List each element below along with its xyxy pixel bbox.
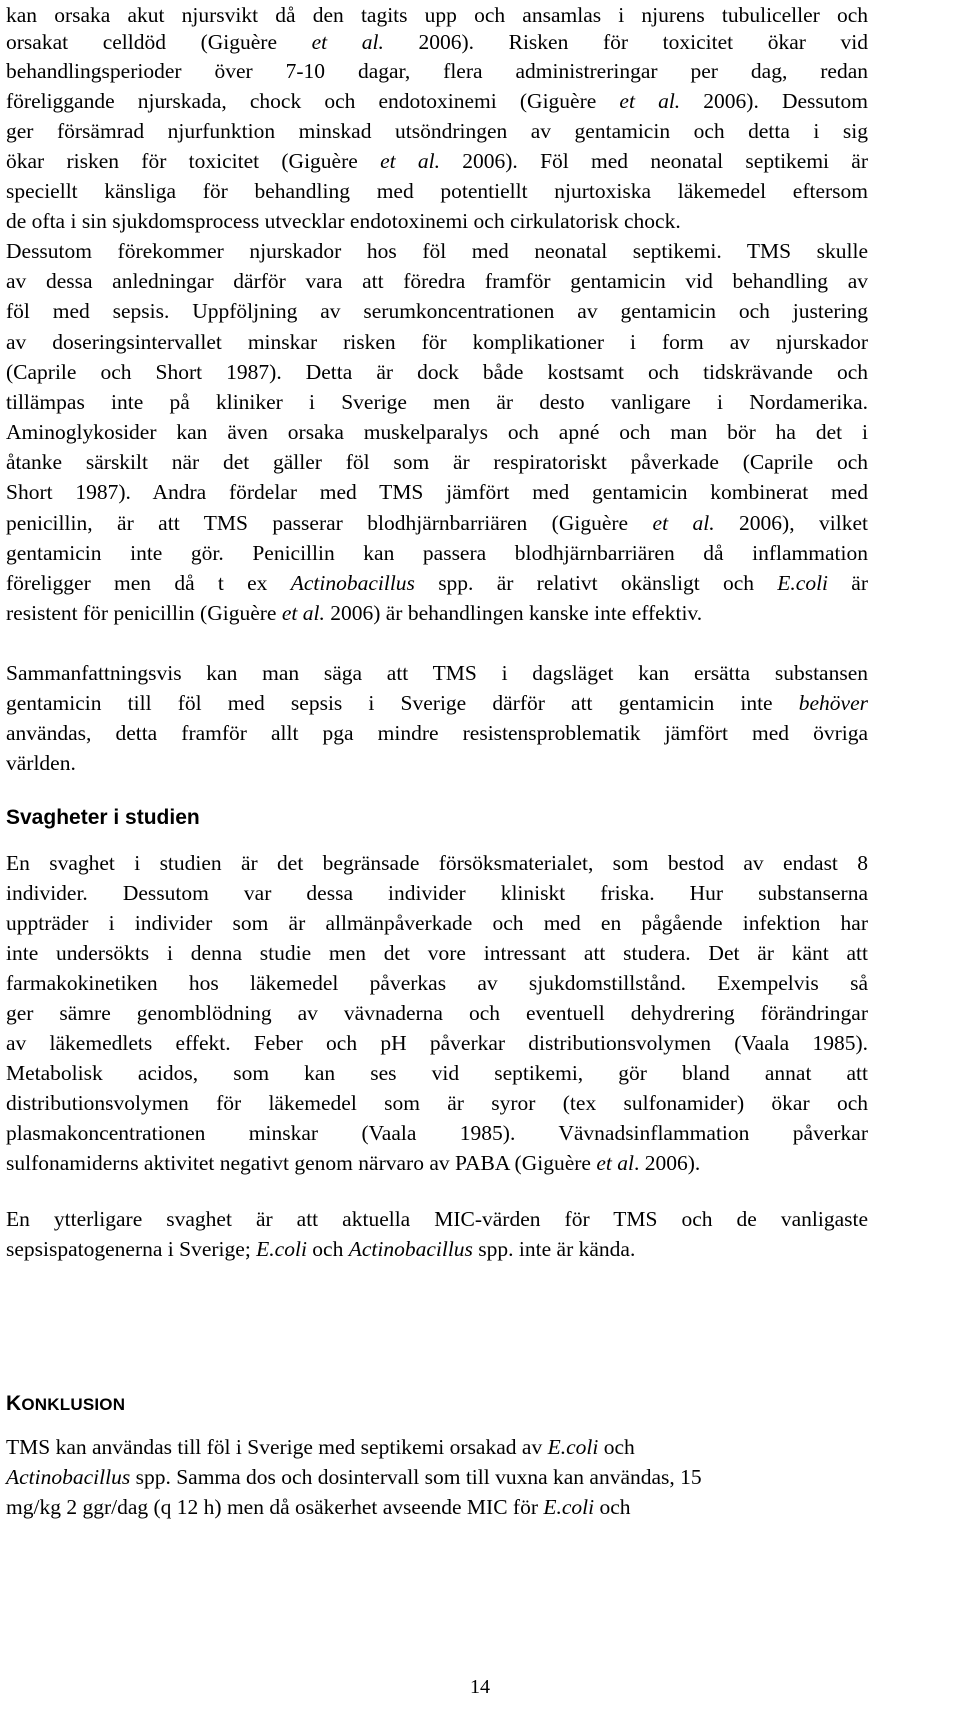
text-line: ökar risken för toxicitet (Giguère et al. 2006). Föl med neonatal septikemi är [6, 149, 869, 173]
text-line: gentamicin inte gör. Penicillin kan passera blodhjärnbarriären då inflammation [6, 541, 868, 565]
text-line: världen. [6, 751, 76, 775]
text-line: inte undersökts i denna studie men det vore intressant att studera. Det är känt att [6, 941, 868, 965]
text-line: individer. Dessutom var dessa individer kliniskt friska. Hur substanserna [6, 881, 868, 905]
text-line: distributionsvolymen för läkemedel som är syror (tex sulfonamider) ökar och [6, 1091, 868, 1115]
text-line: Dessutom förekommer njurskador hos föl med neonatal septikemi. TMS skulle [6, 239, 868, 263]
text-line: behandlingsperioder över 7-10 dagar, flera administreringar per dag, redan [6, 59, 868, 83]
text-line: plasmakoncentrationen minskar (Vaala 1985). Vävnadsinflammation påverkar [6, 1121, 868, 1145]
text-line: ger försämrad njurfunktion minskad utsöndringen av gentamicin och detta i sig [6, 119, 868, 143]
text-line: kan orsaka akut njursvikt då den tagits upp och ansamlas i njurens tubuliceller och [6, 3, 868, 27]
text-line: En ytterligare svaghet är att aktuella MIC-värden för TMS och de vanligaste [6, 1207, 868, 1231]
section-heading-conclusion: KONKLUSION [6, 1392, 126, 1415]
text-line: En svaghet i studien är det begränsade försöksmaterialet, som bestod av endast 8 [6, 851, 868, 875]
text-line: orsakat celldöd (Giguère et al. 2006). Risken för toxicitet ökar vid [6, 30, 868, 54]
text-line: användas, detta framför allt pga mindre resistensproblematik jämfört med övriga [6, 721, 868, 745]
text-line: sepsispatogenerna i Sverige; E.coli och Actinobacillus spp. inte är kända. [6, 1237, 636, 1261]
text-line: resistent för penicillin (Giguère et al. 2006) är behandlingen kanske inte effektiv. [6, 601, 703, 625]
text-line: (Caprile och Short 1987). Detta är dock både kostsamt och tidskrävande och [6, 360, 868, 384]
text-line: Aminoglykosider kan även orsaka muskelparalys och apné och man bör ha det i [6, 420, 868, 444]
text-line: föreligger men då t ex Actinobacillus spp. är relativt okänsligt och E.coli är [6, 571, 869, 595]
text-line: ger sämre genomblödning av vävnaderna och eventuell dehydrering förändringar [6, 1001, 868, 1025]
text-line: av dessa anledningar därför vara att föredra framför gentamicin vid behandling av [6, 269, 868, 293]
section-heading-weaknesses: Svagheter i studien [6, 806, 200, 829]
page-number: 14 [470, 1676, 490, 1698]
text-line: Sammanfattningsvis kan man säga att TMS i dagsläget kan ersätta substansen [6, 661, 868, 685]
text-line: de ofta i sin sjukdomsprocess utvecklar endotoxinemi och cirkulatorisk chock. [6, 209, 681, 233]
text-line: gentamicin till föl med sepsis i Sverige därför att gentamicin inte behöver [6, 691, 868, 715]
text-line: Actinobacillus spp. Samma dos och dosintervall som till vuxna kan användas, 15 [6, 1465, 702, 1489]
text-line: av doseringsintervallet minskar risken för komplikationer i form av njurskador [6, 330, 868, 354]
text-line: uppträder i individer som är allmänpåverkade och med en pågående infektion har [6, 911, 868, 935]
text-line: Metabolisk acidos, som kan ses vid septikemi, gör bland annat att [6, 1061, 868, 1085]
text-line: mg/kg 2 ggr/dag (q 12 h) men då osäkerhet avseende MIC för E.coli och [6, 1495, 631, 1519]
text-line: speciellt känsliga för behandling med potentiellt njurtoxiska läkemedel eftersom [6, 179, 868, 203]
text-line: föl med sepsis. Uppföljning av serumkoncentrationen av gentamicin och justering [6, 299, 868, 323]
text-line: föreliggande njurskada, chock och endotoxinemi (Giguère et al. 2006). Dessutom [6, 89, 868, 113]
text-line: åtanke särskilt när det gäller föl som är respiratoriskt påverkade (Caprile och [6, 450, 868, 474]
text-line: farmakokinetiken hos läkemedel påverkas av sjukdomstillstånd. Exempelvis så [6, 971, 868, 995]
text-line: tillämpas inte på kliniker i Sverige men är desto vanligare i Nordamerika. [6, 390, 868, 414]
text-line: penicillin, är att TMS passerar blodhjärnbarriären (Giguère et al. 2006), vilket [6, 511, 869, 535]
text-line: sulfonamiderns aktivitet negativt genom närvaro av PABA (Giguère et al. 2006). [6, 1151, 701, 1175]
text-line: TMS kan användas till föl i Sverige med septikemi orsakad av E.coli och [6, 1435, 635, 1459]
text-line: Short 1987). Andra fördelar med TMS jämfört med gentamicin kombinerat med [6, 480, 868, 504]
text-line: av läkemedlets effekt. Feber och pH påverkar distributionsvolymen (Vaala 1985). [6, 1031, 868, 1055]
